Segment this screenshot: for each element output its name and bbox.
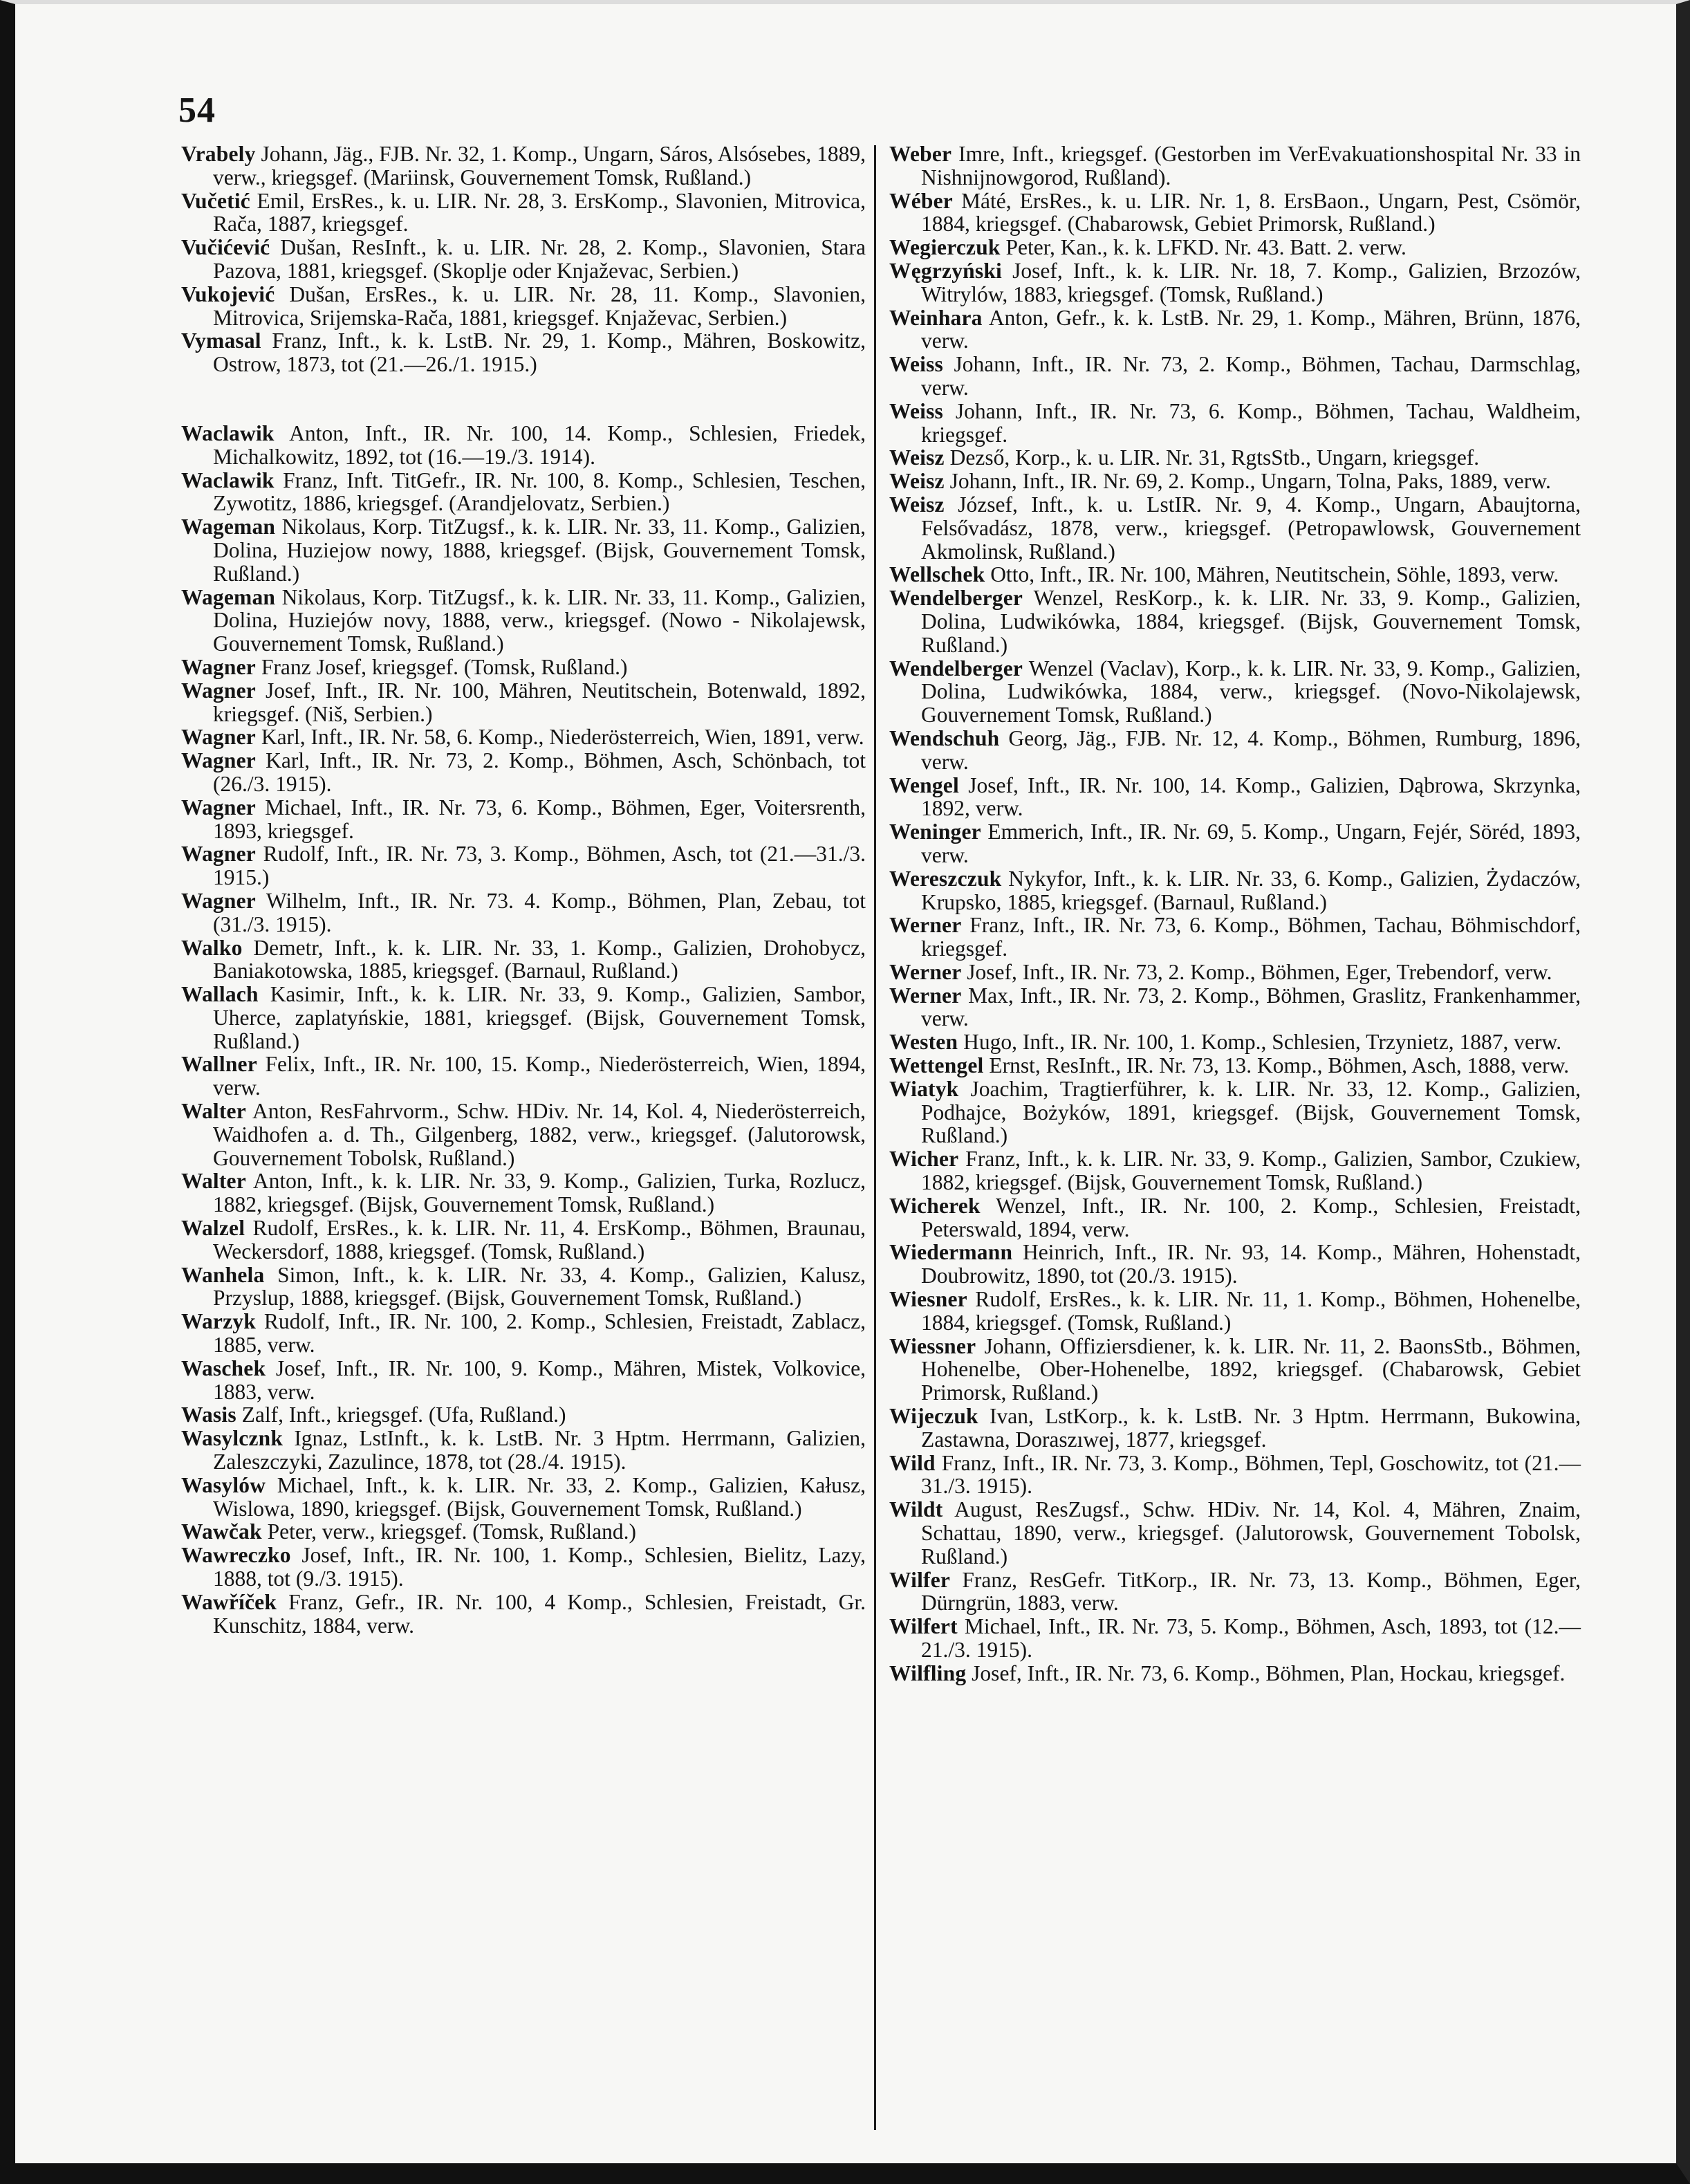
entry-details: Joachim, Tragtierführer, k. k. LIR. Nr. 33, 12. Komp., Galizien, Podhajce, Bożyków, 1891, kriegsgef. (Bijsk, Gouvernement Tomsk, Rußland.) <box>921 1076 1581 1148</box>
entry-surname: Wallner <box>181 1052 257 1077</box>
entry-details: Peter, Kan., k. k. LFKD. Nr. 43. Batt. 2. verw. <box>1005 235 1406 260</box>
entry-details: Josef, Inft., IR. Nr. 73, 2. Komp., Böhmen, Eger, Trebendorf, verw. <box>967 959 1552 984</box>
register-entry <box>181 422 866 469</box>
entry-surname: Wiessner <box>889 1333 976 1358</box>
entry-details: Johann, Jäg., FJB. Nr. 32, 1. Komp., Ungarn, Sáros, Alsósebes, 1889, verw., kriegsgef. (Mariinsk, Gouvernement Tomsk, Rußland.) <box>213 142 866 189</box>
entry-details: Josef, Inft., IR. Nr. 73, 6. Komp., Böhmen, Plan, Hockau, kriegsgef. <box>972 1660 1566 1685</box>
register-entry <box>181 749 866 796</box>
entry-details: Peter, verw., kriegsgef. (Tomsk, Rußland.) <box>267 1519 636 1544</box>
register-entry <box>181 1591 866 1638</box>
entry-details: Anton, ResFahrvorm., Schw. HDiv. Nr. 14, Kol. 4, Niederösterreich, Waidhofen a. d. Th., Gilgenberg, 1882, verw., kriegsgef. (Jalutorowsk, Gouvernement Tobolsk, Rußland.) <box>213 1099 866 1170</box>
entry-details: Anton, Inft., IR. Nr. 100, 14. Komp., Schlesien, Friedek, Michalkowitz, 1892, tot (16.—19./3. 1914). <box>213 420 866 469</box>
entry-details: Johann, Inft., IR. Nr. 73, 2. Komp., Böhmen, Tachau, Darmschlag, verw. <box>921 352 1581 400</box>
entry-details: Emmerich, Inft., IR. Nr. 69, 5. Komp., Ungarn, Fejér, Söréd, 1893, verw. <box>921 820 1581 867</box>
left-column <box>181 142 866 1637</box>
register-entry <box>181 656 866 679</box>
register-entry <box>889 657 1581 727</box>
entry-surname: Weber <box>889 142 952 166</box>
entry-surname: Vučićević <box>181 235 270 260</box>
entry-details: Dezső, Korp., k. u. LIR. Nr. 31, RgtsStb., Ungarn, kriegsgef. <box>949 445 1480 470</box>
entry-surname: Wendelberger <box>889 656 1023 681</box>
entry-surname: Wagner <box>181 842 256 867</box>
register-entry <box>889 259 1581 306</box>
register-entry <box>181 469 866 516</box>
entry-surname: Wiesner <box>889 1287 967 1312</box>
entry-surname: Weiss <box>889 352 944 377</box>
entry-details: Michael, Inft., IR. Nr. 73, 6. Komp., Böhmen, Eger, Voitersrenth, 1893, kriegsgef. <box>213 795 866 843</box>
register-entry <box>889 446 1581 470</box>
entry-surname: Waschek <box>181 1355 266 1380</box>
register-entry <box>889 1335 1581 1405</box>
register-entry <box>889 1241 1581 1288</box>
column-divider <box>874 145 876 2130</box>
register-entry <box>889 820 1581 867</box>
entry-details: Nikolaus, Korp. TitZugsf., k. k. LIR. Nr. 33, 11. Komp., Galizien, Dolina, Huziejów novy, 1888, verw., kriegsgef. (Nowo - Nikolajewsk, Gouvernement Tomsk, Rußland.) <box>213 584 866 656</box>
entry-surname: Wanhela <box>181 1262 265 1287</box>
entry-surname: Wicherek <box>889 1193 981 1218</box>
entry-details: Rudolf, ErsRes., k. k. LIR. Nr. 11, 1. Komp., Böhmen, Hohenelbe, 1884, kriegsgef. (Tomsk, Rußland.) <box>921 1287 1581 1335</box>
entry-surname: Walko <box>181 935 243 960</box>
register-entry <box>181 1357 866 1404</box>
entry-details: Franz, Inft., k. k. LstB. Nr. 29, 1. Komp., Mähren, Boskowitz, Ostrow, 1873, tot (21.—26./1. 1915.) <box>213 328 866 377</box>
entry-surname: Wilfer <box>889 1567 951 1592</box>
register-entry <box>889 1405 1581 1452</box>
entry-details: Ernst, ResInft., IR. Nr. 73, 13. Komp., Böhmen, Asch, 1888, verw. <box>989 1053 1570 1078</box>
entry-surname: Wiedermann <box>889 1240 1013 1265</box>
entry-surname: Wageman <box>181 584 276 609</box>
entry-surname: Weiss <box>889 398 944 423</box>
entry-surname: Werner <box>889 959 962 984</box>
entry-surname: Wawříček <box>181 1589 277 1614</box>
register-entry <box>889 400 1581 447</box>
entry-details: Franz, Inft., IR. Nr. 73, 6. Komp., Böhmen, Tachau, Böhmischdorf, kriegsgef. <box>921 913 1581 961</box>
entry-surname: Warzyk <box>181 1309 256 1334</box>
entry-details: Josef, Inft., k. k. LIR. Nr. 18, 7. Komp., Galizien, Brzozów, Witrylów, 1883, kriegsgef. (Tomsk, Rußland.) <box>921 258 1581 306</box>
entry-details: Wenzel, Inft., IR. Nr. 100, 2. Komp., Schlesien, Freistadt, Peterswald, 1894, verw. <box>921 1193 1581 1241</box>
register-entry <box>181 679 866 726</box>
register-entry <box>889 236 1581 259</box>
register-entry <box>889 1615 1581 1662</box>
register-entry <box>889 961 1581 984</box>
entry-surname: Wagner <box>181 748 256 773</box>
register-entry <box>181 1520 866 1544</box>
entry-surname: Wilfling <box>889 1660 967 1685</box>
register-entry <box>181 1310 866 1357</box>
entry-surname: Wagner <box>181 888 256 913</box>
entry-details: Anton, Gefr., k. k. LstB. Nr. 29, 1. Komp., Mähren, Brünn, 1876, verw. <box>921 305 1581 353</box>
entry-surname: Wagner <box>181 725 256 750</box>
entry-details: Imre, Inft., kriegsgef. (Gestorben im VerEvakuationshospital Nr. 33 in Nishnijnowgorod, Rußland). <box>921 142 1581 189</box>
register-entry <box>181 1544 866 1591</box>
entry-surname: Wagner <box>181 654 256 679</box>
entry-surname: Wiatyk <box>889 1076 959 1101</box>
register-entry <box>181 1403 866 1427</box>
entry-surname: Wijeczuk <box>889 1404 978 1429</box>
register-entry <box>889 1452 1581 1499</box>
register-entry <box>181 1053 866 1100</box>
register-entry <box>181 329 866 376</box>
entry-details: Josef, Inft., IR. Nr. 100, 14. Komp., Galizien, Dąbrowa, Skrzynka, 1892, verw. <box>921 772 1581 821</box>
entry-surname: Wagner <box>181 678 256 703</box>
entry-surname: Weisz <box>889 469 945 494</box>
entry-details: József, Inft., k. u. LstIR. Nr. 9, 4. Komp., Ungarn, Abaujtorna, Felsővadász, 1878, verw., kriegsgef. (Petropawlowsk, Gouvernement Akmolinsk, Rußland.) <box>921 492 1581 564</box>
entry-details: Johann, Offiziersdiener, k. k. LIR. Nr. 11, 2. BaonsStb., Böhmen, Hohenelbe, Ober-Hohenelbe, 1892, kriegsgef. (Chabarowsk, Gebiet Primorsk, Rußland.) <box>921 1333 1581 1405</box>
entry-details: Rudolf, Inft., IR. Nr. 73, 3. Komp., Böhmen, Asch, tot (21.—31./3. 1915.) <box>213 842 866 890</box>
entry-details: Franz, Gefr., IR. Nr. 100, 4 Komp., Schlesien, Freistadt, Gr. Kunschitz, 1884, verw. <box>213 1589 866 1638</box>
register-entry <box>889 306 1581 353</box>
register-entry <box>889 1498 1581 1568</box>
register-entry <box>889 914 1581 961</box>
entry-details: Ivan, LstKorp., k. k. LstB. Nr. 3 Hptm. Herrmann, Bukowina, Zastawna, Doraszıwej, 1877, kriegsgef. <box>921 1404 1581 1452</box>
entry-surname: Weinhara <box>889 305 983 330</box>
register-entry <box>181 1474 866 1521</box>
register-entry <box>181 983 866 1053</box>
entry-details: Franz Josef, kriegsgef. (Tomsk, Rußland.) <box>261 654 628 679</box>
entry-surname: Węgrzyński <box>889 258 1002 283</box>
entry-surname: Walter <box>181 1169 246 1194</box>
register-entry <box>181 1169 866 1216</box>
entry-details: Máté, ErsRes., k. u. LIR. Nr. 1, 8. ErsBaon., Ungarn, Pest, Csömör, 1884, kriegsgef. (Chabarowsk, Gebiet Primorsk, Rußland.) <box>921 188 1581 237</box>
register-entry <box>181 1264 866 1311</box>
entry-surname: Waclawik <box>181 468 275 492</box>
entry-details: Wenzel, ResKorp., k. k. LIR. Nr. 33, 9. Komp., Galizien, Dolina, Ludwikówka, 1884, kriegsgef. (Bijsk, Gouvernement Tomsk, Rußland.) <box>921 586 1581 657</box>
register-entry <box>181 1100 866 1169</box>
entry-details: Simon, Inft., k. k. LIR. Nr. 33, 4. Komp., Galizien, Kalusz, Przyslup, 1888, kriegsgef. (Bijsk, Gouvernement Tomsk, Rußland.) <box>213 1262 866 1311</box>
register-entry <box>181 936 866 983</box>
entry-surname: Wawreczko <box>181 1543 291 1568</box>
entry-details: Rudolf, ErsRes., k. k. LIR. Nr. 11, 4. ErsKomp., Böhmen, Braunau, Weckersdorf, 1888, kriegsgef. (Tomsk, Rußland.) <box>213 1216 866 1264</box>
entry-surname: Wagner <box>181 795 256 820</box>
entry-surname: Weninger <box>889 820 981 844</box>
entry-surname: Wicher <box>889 1147 959 1172</box>
register-entry <box>181 725 866 749</box>
entry-details: Franz, Inft., k. k. LIR. Nr. 33, 9. Komp., Galizien, Sambor, Czukiew, 1882, kriegsgef. (Bijsk, Gouvernement Tomsk, Rußland.) <box>921 1147 1581 1195</box>
entry-surname: Werner <box>889 983 962 1008</box>
entry-details: Demetr, Inft., k. k. LIR. Nr. 33, 1. Komp., Galizien, Drohobycz, Baniakotowska, 1885, kriegsgef. (Barnaul, Rußland.) <box>213 935 866 983</box>
register-entry <box>889 1077 1581 1147</box>
register-entry <box>181 842 866 889</box>
register-entry <box>889 984 1581 1031</box>
entry-details: Dušan, ErsRes., k. u. LIR. Nr. 28, 11. Komp., Slavonien, Mitrovica, Srijemska-Rača, 1881, kriegsgef. Knjaževac, Serbien.) <box>213 281 866 330</box>
entry-surname: Westen <box>889 1030 958 1055</box>
entry-surname: Wawčak <box>181 1519 262 1544</box>
entry-surname: Wettengel <box>889 1053 984 1078</box>
register-entry <box>889 727 1581 774</box>
register-entry <box>889 563 1581 586</box>
register-entry <box>889 1288 1581 1335</box>
register-entry <box>889 774 1581 821</box>
entry-surname: Walter <box>181 1099 246 1124</box>
entry-surname: Vrabely <box>181 142 256 166</box>
entry-surname: Wendschuh <box>889 725 1000 750</box>
entry-surname: Wageman <box>181 515 276 539</box>
register-entry <box>889 189 1581 237</box>
entry-surname: Wegierczuk <box>889 235 1001 260</box>
register-entry <box>181 586 866 656</box>
register-entry <box>181 796 866 843</box>
register-entry <box>889 1054 1581 1077</box>
entry-surname: Weisz <box>889 445 945 470</box>
entry-details: Rudolf, Inft., IR. Nr. 100, 2. Komp., Schlesien, Freistadt, Zablacz, 1885, verw. <box>213 1309 866 1358</box>
entry-surname: Wéber <box>889 188 953 213</box>
entry-details: Max, Inft., IR. Nr. 73, 2. Komp., Böhmen, Graslitz, Frankenhammer, verw. <box>921 983 1581 1031</box>
entry-surname: Wereszczuk <box>889 866 1002 891</box>
entry-details: Franz, ResGefr. TitKorp., IR. Nr. 73, 13. Komp., Böhmen, Eger, Dürngrün, 1883, verw. <box>921 1567 1581 1616</box>
entry-details: Georg, Jäg., FJB. Nr. 12, 4. Komp., Böhmen, Rumburg, 1896, verw. <box>921 725 1581 774</box>
entry-details: Josef, Inft., IR. Nr. 100, Mähren, Neutitschein, Botenwald, 1892, kriegsgef. (Niš, Serbien.) <box>213 678 866 726</box>
entry-details: Zalf, Inft., kriegsgef. (Ufa, Rußland.) <box>241 1403 566 1427</box>
register-entry <box>889 353 1581 400</box>
entry-details: Heinrich, Inft., IR. Nr. 93, 14. Komp., Mähren, Hohenstadt, Doubrowitz, 1890, tot (20./3. 1915). <box>921 1240 1581 1288</box>
entry-surname: Vukojević <box>181 281 275 306</box>
entry-surname: Wildt <box>889 1497 943 1522</box>
entry-surname: Wasylów <box>181 1472 266 1497</box>
entry-details: Emil, ErsRes., k. u. LIR. Nr. 28, 3. ErsKomp., Slavonien, Mitrovica, Rača, 1887, kriegsgef. <box>213 188 866 237</box>
register-entry <box>181 1216 866 1264</box>
entry-surname: Vymasal <box>181 328 261 353</box>
entry-details: Otto, Inft., IR. Nr. 100, Mähren, Neutitschein, Söhle, 1893, verw. <box>990 562 1559 587</box>
entry-details: Johann, Inft., IR. Nr. 69, 2. Komp., Ungarn, Tolna, Paks, 1889, verw. <box>949 469 1551 494</box>
entry-surname: Werner <box>889 913 962 938</box>
entry-details: Wenzel (Vaclav), Korp., k. k. LIR. Nr. 33, 9. Komp., Galizien, Dolina, Ludwikówka, 1884, verw., kriegsgef. (Novo-Nikolajewsk, Gouvernement Tomsk, Rußland.) <box>921 656 1581 728</box>
register-entry <box>181 189 866 237</box>
register-entry <box>181 236 866 283</box>
entry-details: Kasimir, Inft., k. k. LIR. Nr. 33, 9. Komp., Galizien, Sambor, Uherce, zaplatyńskie, 1881, kriegsgef. (Bijsk, Gouvernement Tomsk, Rußland.) <box>213 982 866 1053</box>
register-entry <box>889 1194 1581 1241</box>
entry-details: Franz, Inft., IR. Nr. 73, 3. Komp., Böhmen, Tepl, Goschowitz, tot (21.—31./3. 1915). <box>921 1450 1581 1499</box>
entry-details: Felix, Inft., IR. Nr. 100, 15. Komp., Niederösterreich, Wien, 1894, verw. <box>213 1052 866 1100</box>
entry-details: Dušan, ResInft., k. u. LIR. Nr. 28, 2. Komp., Slavonien, Stara Pazova, 1881, kriegsgef. (Skoplje oder Knjaževac, Serbien.) <box>213 235 866 283</box>
entry-surname: Walzel <box>181 1216 245 1241</box>
register-entry <box>889 867 1581 914</box>
entry-details: Karl, Inft., IR. Nr. 58, 6. Komp., Niederösterreich, Wien, 1891, verw. <box>261 725 864 750</box>
register-entry <box>889 1030 1581 1054</box>
entry-details: Michael, Inft., IR. Nr. 73, 5. Komp., Böhmen, Asch, 1893, tot (12.—21./3. 1915). <box>921 1614 1581 1662</box>
register-entry <box>181 142 866 189</box>
register-entry <box>181 1427 866 1474</box>
register-entry <box>181 515 866 585</box>
register-entry <box>889 1662 1581 1685</box>
entry-surname: Wengel <box>889 772 959 797</box>
section-gap <box>181 376 866 422</box>
entry-details: Michael, Inft., k. k. LIR. Nr. 33, 2. Komp., Galizien, Kałusz, Wislowa, 1890, kriegsgef. (Bijsk, Gouvernement Tomsk, Rußland.) <box>213 1472 866 1521</box>
entry-details: Nikolaus, Korp. TitZugsf., k. k. LIR. Nr. 33, 11. Komp., Galizien, Dolina, Huziejow nowy, 1888, kriegsgef. (Bijsk, Gouvernement Tomsk, Rußland.) <box>213 515 866 586</box>
page-number: 54 <box>178 91 216 130</box>
register-entry <box>889 493 1581 563</box>
entry-details: Josef, Inft., IR. Nr. 100, 9. Komp., Mähren, Mistek, Volkovice, 1883, verw. <box>213 1355 866 1404</box>
register-entry <box>181 283 866 330</box>
entry-surname: Wilfert <box>889 1614 958 1639</box>
entry-details: Anton, Inft., k. k. LIR. Nr. 33, 9. Komp., Galizien, Turka, Rozlucz, 1882, kriegsgef. (Bijsk, Gouvernement Tomsk, Rußland.) <box>213 1169 866 1217</box>
entry-details: Nykyfor, Inft., k. k. LIR. Nr. 33, 6. Komp., Galizien, Żydaczów, Krupsko, 1885, kriegsgef. (Barnaul, Rußland.) <box>921 866 1581 914</box>
register-entry <box>889 1568 1581 1616</box>
entry-details: Wilhelm, Inft., IR. Nr. 73. 4. Komp., Böhmen, Plan, Zebau, tot (31./3. 1915). <box>213 888 866 936</box>
register-entry <box>889 586 1581 656</box>
entry-details: Hugo, Inft., IR. Nr. 100, 1. Komp., Schlesien, Trzynietz, 1887, verw. <box>963 1030 1562 1055</box>
entry-surname: Waclawik <box>181 420 275 445</box>
entry-details: Ignaz, LstInft., k. k. LstB. Nr. 3 Hptm. Herrmann, Galizien, Zaleszczyki, Zazulince, 1878, tot (28./4. 1915). <box>213 1426 866 1474</box>
entry-surname: Wild <box>889 1450 936 1475</box>
entry-surname: Wallach <box>181 982 259 1007</box>
entry-surname: Wendelberger <box>889 586 1023 611</box>
register-entry <box>889 142 1581 189</box>
entry-details: Johann, Inft., IR. Nr. 73, 6. Komp., Böhmen, Tachau, Waldheim, kriegsgef. <box>921 398 1581 447</box>
entry-surname: Wasis <box>181 1403 236 1427</box>
entry-details: Franz, Inft. TitGefr., IR. Nr. 100, 8. Komp., Schlesien, Teschen, Zywotitz, 1886, kriegsgef. (Arandjelovatz, Serbien.) <box>213 468 866 516</box>
entry-details: Josef, Inft., IR. Nr. 100, 1. Komp., Schlesien, Bielitz, Lazy, 1888, tot (9./3. 1915). <box>213 1543 866 1591</box>
entry-details: Karl, Inft., IR. Nr. 73, 2. Komp., Böhmen, Asch, Schönbach, tot (26./3. 1915). <box>213 748 866 796</box>
entry-surname: Wellschek <box>889 562 985 587</box>
entry-details: August, ResZugsf., Schw. HDiv. Nr. 14, Kol. 4, Mähren, Znaim, Schattau, 1890, verw., kriegsgef. (Jalutorowsk, Gouvernement Tobolsk, Rußland.) <box>921 1497 1581 1568</box>
entry-surname: Weisz <box>889 492 945 517</box>
right-column <box>889 142 1581 1685</box>
entry-surname: Vučetić <box>181 188 250 213</box>
entry-surname: Wasylcznk <box>181 1426 284 1451</box>
register-entry <box>889 1147 1581 1194</box>
register-entry <box>889 470 1581 493</box>
register-entry <box>181 889 866 936</box>
